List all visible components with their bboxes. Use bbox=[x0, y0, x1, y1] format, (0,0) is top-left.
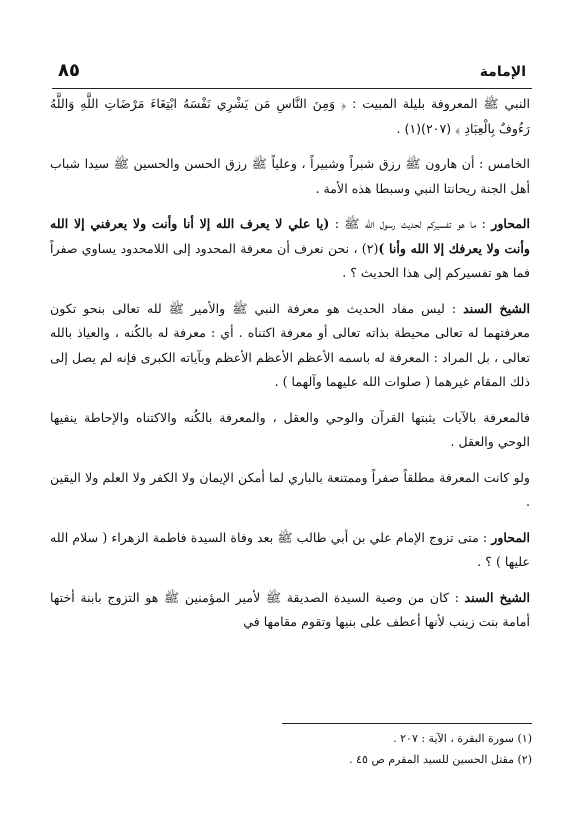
paragraph-text: فالمعرفة بالآيات يثبتها القرآن والوحي والعقل ، والمعرفة بالكُنه والاكتناه والإحاطة ينفيها الوحي والعقل . bbox=[50, 409, 530, 449]
paragraph-7 bbox=[50, 526, 532, 575]
paragraph-text: : كان من وصية السيدة الصديقة ﷺ لأمير المؤمنين ﷺ هو التزوج بابنة أختها أمامة بنت زينب لأنها أعطف على بنيها وتقوم مقامها في bbox=[50, 589, 530, 629]
paragraph-5 bbox=[50, 406, 532, 455]
paragraph-2 bbox=[50, 152, 532, 201]
page-header bbox=[52, 60, 530, 84]
footnote-2: (٢) مقتل الحسين للسيد المقرم ص ٤٥ . bbox=[349, 753, 532, 766]
page-number: ٨٥ bbox=[58, 60, 80, 81]
speaker-label: المحاور bbox=[491, 529, 530, 545]
paragraph-4 bbox=[50, 297, 532, 395]
header-rule bbox=[52, 88, 532, 89]
paragraph-text: ولو كانت المعرفة مطلقاً صفراً وممتنعة بالباري لما أمكن الإيمان ولا الكفر ولا العلم ولا اليقين . bbox=[50, 469, 530, 509]
paragraph-1 bbox=[50, 92, 532, 141]
hadith-quote: (يا علي لا يعرف الله إلا أنا وأنت ولا يعرفني إلا الله وأنت ولا يعرفك إلا الله وأنا ) bbox=[50, 216, 530, 256]
paragraph-3 bbox=[50, 212, 532, 286]
speaker-label: الشيخ السند bbox=[463, 300, 530, 316]
footnote-1: (١) سورة البقرة ، الآية : ٢٠٧ . bbox=[393, 732, 532, 745]
speaker-label: المحاور bbox=[491, 216, 530, 231]
paragraph-text-continued: (٢) ، نحن نعرف أن معرفة المحدود إلى اللامحدود يساوي صفراً فما هو تفسيركم إلى هذا الحديث ؟ . bbox=[50, 240, 530, 280]
paragraph-8 bbox=[50, 586, 532, 635]
paragraph-text: : متى تزوج الإمام علي بن أبي طالب ﷺ بعد وفاة السيدة فاطمة الزهراء ( سلام الله عليها ) ؟ . bbox=[50, 529, 530, 569]
paragraph-text: : ما هو تفسيركم لحديث رسول الله ﷺ : bbox=[329, 216, 492, 231]
paragraph-text: الخامس : أن هارون ﷺ رزق شبراً وشبيراً ، وعلياً ﷺ رزق الحسن والحسين ﷺ سيدا شباب أهل الجنة ريحانتا النبي وسبطا هذه الأمة . bbox=[50, 156, 530, 196]
paragraph-6 bbox=[50, 466, 532, 515]
speaker-label: الشيخ السند bbox=[464, 589, 530, 605]
paragraph-text: : ليس مفاد الحديث هو معرفة النبي ﷺ والأمير ﷺ لله تعالى بنحو تكون معرفتهما له تعالى محيطة بذاته تعالى أو معرفة اكتناه . أي : معرفة له بالكُنه ، والعياذ بالله تعالى ، بل المراد : المعرفة له باسمه الأعظم الأعظم الأعظم وبآياته الكبرى فإنه لم يصل إلى ذلك المقام غيرهما ( صلوات الله عليهما وآلهما ) . bbox=[50, 300, 530, 389]
footnote-rule bbox=[282, 723, 532, 724]
running-title: الإمامة bbox=[479, 64, 526, 80]
paragraph-text: النبي ﷺ المعروفة بليلة المبيت : ﴿ وَمِنَ النَّاسِ مَن يَشْرِي نَفْسَهُ ابْتِغَاءَ مَرْضَاتِ اللَّهِ وَاللَّهُ رَءُوفٌ بِالْعِبَادِ ﴾ (٢٠٧)(١) . bbox=[50, 96, 530, 136]
footnotes bbox=[50, 728, 532, 770]
page-body bbox=[50, 92, 532, 646]
